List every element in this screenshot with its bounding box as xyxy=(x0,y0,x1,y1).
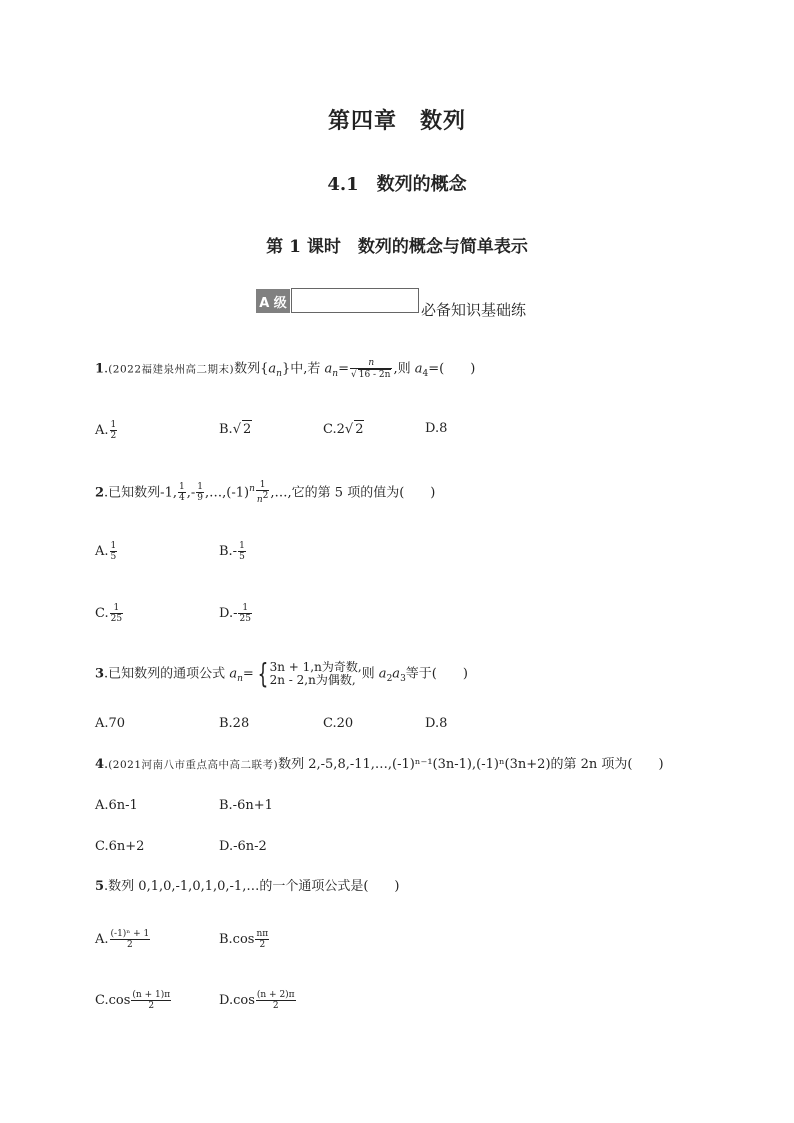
q5-option-c: C.cos $\frac{(n + 1)\pi}{2}$ xyxy=(95,990,171,1011)
q3-option-d: D.8 xyxy=(425,716,448,731)
q3-option-a: A.70 xyxy=(95,716,126,731)
question-3: 3.已知数列的通项公式 $a_n=$ { 3n + 1,n为奇数, 2n - 2,n为偶数, 则 $a_2a_3$等于( ) xyxy=(95,657,468,690)
question-number: 3 xyxy=(95,666,105,682)
question-2: 2.已知数列-1, $\frac{1}{4}$ ,- $\frac{1}{9}$ $,\dots,(-1)^n$ $\frac{1}{n^2}$ ,…,它的第 5 项的值为( ) xyxy=(95,480,436,506)
q4-option-c: C.6n+2 xyxy=(95,839,145,854)
level-box xyxy=(291,288,419,313)
q3-option-c: C.20 xyxy=(323,716,354,731)
q4-option-b: B.-6n+1 xyxy=(219,798,273,813)
fraction: $\frac{n}{√ 16 - 2n}$ xyxy=(350,358,391,380)
question-number: 2 xyxy=(95,485,105,501)
q2-option-c: C. $\frac{1}{25}$ xyxy=(95,603,123,624)
q1-option-c: C.2√ 2 xyxy=(323,422,364,437)
chapter-title: 第四章 数列 xyxy=(327,108,466,134)
q5-option-b: B.cos $\frac{n\pi}{2}$ xyxy=(219,929,269,950)
q3-option-b: B.28 xyxy=(219,716,250,731)
q2-option-d: D.- $\frac{1}{25}$ xyxy=(219,603,251,624)
q1-option-b: B.√ 2 xyxy=(219,422,252,437)
question-5: 5.数列 0,1,0,-1,0,1,0,-1,…的一个通项公式是( ) xyxy=(95,879,400,894)
question-number: 4 xyxy=(95,757,105,772)
q4-option-a: A.6n-1 xyxy=(95,798,138,813)
lesson-title: 第 1 课时 数列的概念与简单表示 xyxy=(266,237,528,257)
q1-option-a: A. $\frac{1}{2}$ xyxy=(95,420,117,441)
question-4: 4.(2021河南八市重点高中高二联考)数列 2,-5,8,-11,…,(-1)ⁿ⁻¹(3n-1),(-1)ⁿ(3n+2)的第 2n 项为( ) xyxy=(95,757,664,772)
q2-option-a: A. $\frac{1}{5}$ xyxy=(95,541,117,562)
q1-option-d: D.8 xyxy=(425,421,448,436)
piecewise-formula: 3n + 1,n为奇数, 2n - 2,n为偶数, xyxy=(269,660,362,687)
q4-option-d: D.-6n-2 xyxy=(219,839,267,854)
q5-option-a: A. $\frac{\text{(-1)ⁿ + 1}}{2}$ xyxy=(95,929,150,950)
question-number: 1 xyxy=(95,361,105,377)
level-label: 必备知识基础练 xyxy=(421,301,527,319)
q5-option-d: D.cos $\frac{(n + 2)\pi}{2}$ xyxy=(219,990,295,1011)
question-source: (2021河南八市重点高中高二联考) xyxy=(108,759,279,771)
question-number: 5 xyxy=(95,879,105,894)
section-title: 4.1 数列的概念 xyxy=(327,174,467,195)
level-badge: A 级 xyxy=(256,289,290,313)
question-1: 1.(2022福建泉州高二期末)数列$\{a_n\}$中,若 $a_n=$ $\frac{n}{√ 16 - 2n}$ ,则 $a_4=$( ) xyxy=(95,358,476,380)
q2-option-b: B.- $\frac{1}{5}$ xyxy=(219,541,245,562)
question-source: (2022福建泉州高二期末) xyxy=(108,363,235,376)
